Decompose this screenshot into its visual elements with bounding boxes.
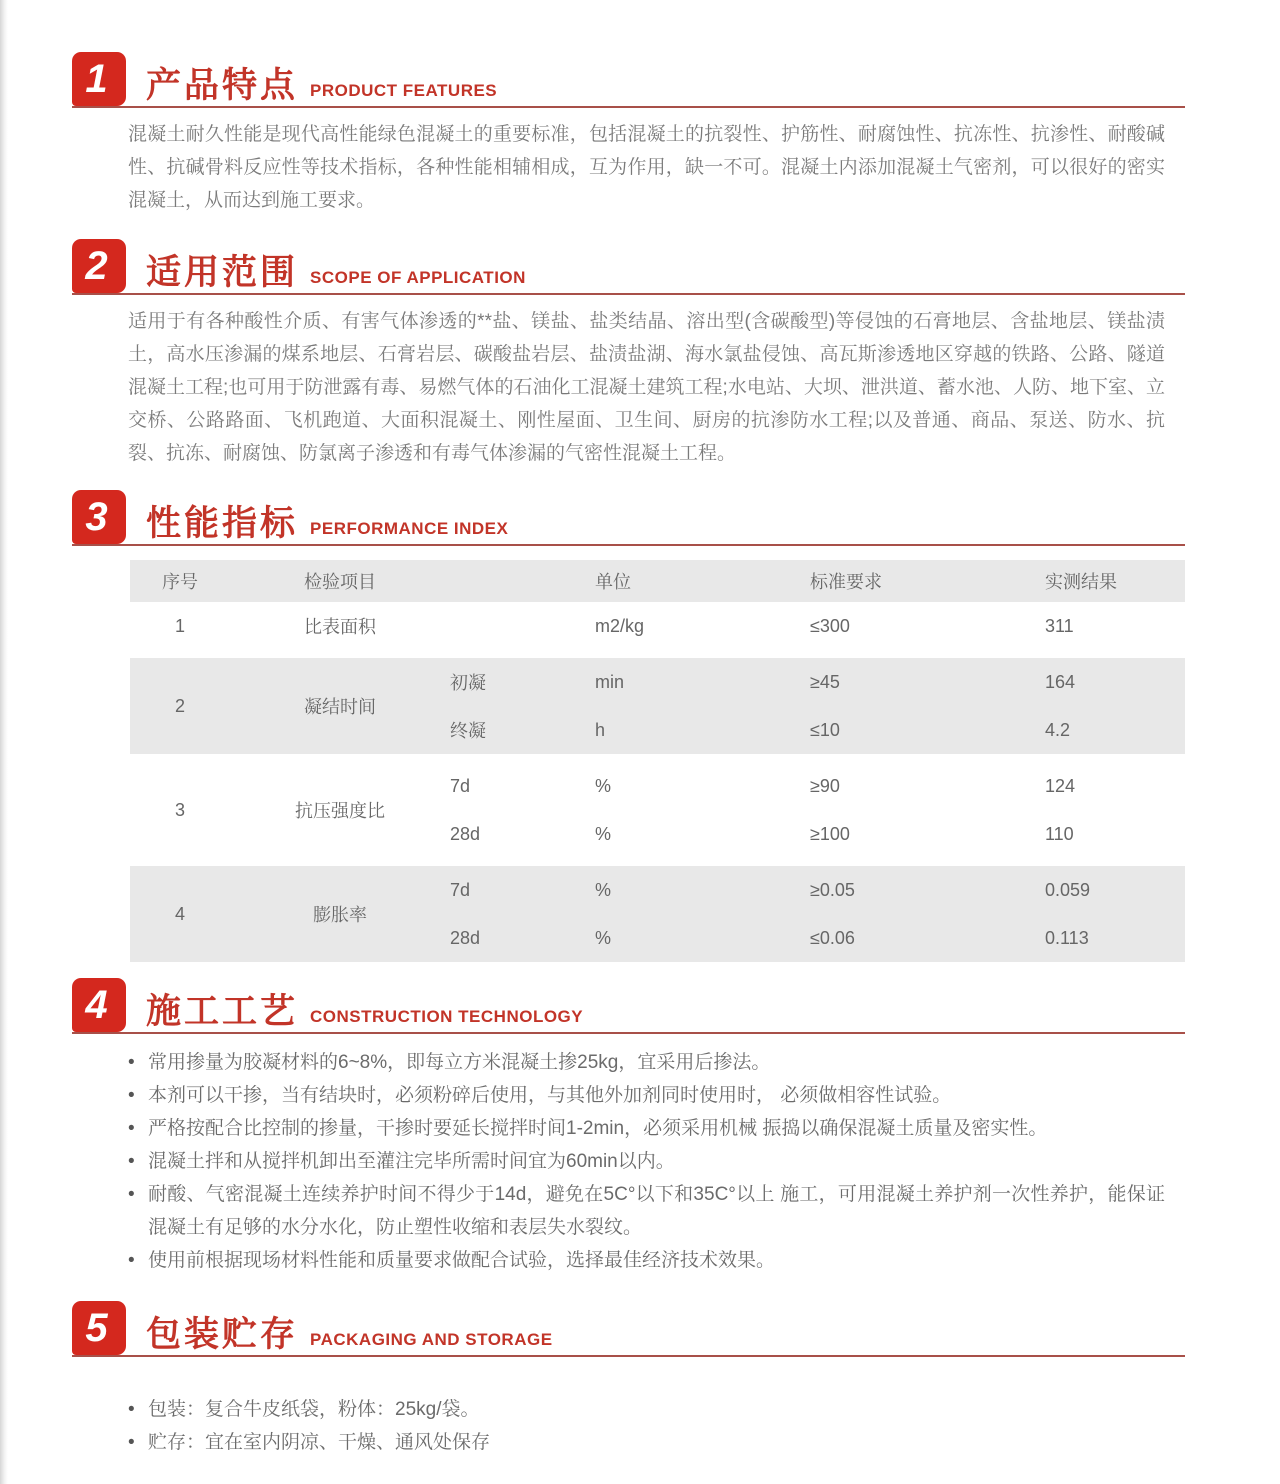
bullet-text: 常用掺量为胶凝材料的6~8%，即每立方米混凝土掺25kg，宜采用后掺法。 — [148, 1052, 771, 1073]
table-cell: ≥45 — [810, 671, 840, 692]
bullet-dot-icon: • — [128, 1432, 135, 1453]
table-cell: 7d — [450, 879, 471, 900]
bullet-text: 使用前根据现场材料性能和质量要求做配合试验，选择最佳经济技术效果。 — [148, 1250, 776, 1271]
section-features-title: 产品特点 — [146, 66, 299, 105]
table-cell: % — [595, 879, 612, 900]
table-cell: min — [595, 671, 625, 692]
bullet-text: 严格按配合比控制的掺量，干掺时要延长搅拌时间1-2min，必须采用机械 振捣以确保混凝土质量及密实性。 — [148, 1118, 1048, 1139]
table-cell: 110 — [1045, 823, 1074, 844]
section-packaging-title: 包装贮存 — [146, 1315, 299, 1354]
packaging-bullet-list — [128, 1393, 1165, 1459]
construction-bullet-list — [128, 1046, 1165, 1277]
section-construction-number-badge: 4 — [72, 978, 126, 1032]
table-header-result: 实测结果 — [1045, 572, 1117, 592]
table-cell: ≥100 — [810, 823, 850, 844]
table-cell: 初凝 — [450, 673, 486, 693]
performance-table-header-row — [130, 560, 1185, 602]
bullet-text: 本剂可以干掺，当有结块时，必须粉碎后使用，与其他外加剂同时使用时， 必须做相容性试验。 — [148, 1085, 952, 1106]
section-features-subtitle: PRODUCT FEATURES — [310, 81, 498, 100]
table-cell: ≤300 — [810, 615, 850, 636]
table-cell — [450, 602, 595, 650]
bullet-item — [128, 1244, 1165, 1277]
table-header-no: 序号 — [162, 572, 198, 592]
table-cell: 311 — [1045, 615, 1074, 636]
table-cell: ≥90 — [810, 775, 840, 796]
table-cell: ≤0.06 — [810, 927, 855, 948]
table-cell: 28d — [450, 823, 481, 844]
table-cell: % — [595, 927, 612, 948]
table-cell: 抗压强度比 — [295, 801, 385, 821]
bullet-dot-icon: • — [128, 1085, 135, 1106]
table-cell: 终凝 — [450, 721, 486, 741]
bullet-dot-icon: • — [128, 1118, 135, 1139]
features-paragraph: 混凝土耐久性能是现代高性能绿色混凝土的重要标准，包括混凝土的抗裂性、护筋性、耐腐蚀性、抗冻性、抗渗性、耐酸碱性、抗碱骨料反应性等技术指标，各种性能相辅相成，互为作用，缺一不可。混凝土内添加混凝土气密剂，可以很好的密实混凝土，从而达到施工要求。 — [128, 124, 1165, 211]
table-cell: 比表面积 — [304, 617, 376, 637]
table-cell: 7d — [450, 775, 471, 796]
bullet-item — [128, 1145, 1165, 1178]
table-cell: % — [595, 775, 612, 796]
bullet-item — [128, 1178, 1165, 1244]
bullet-dot-icon: • — [128, 1052, 135, 1073]
bullet-item — [128, 1112, 1165, 1145]
section-features-number-badge: 1 — [72, 52, 126, 106]
bullet-item — [128, 1046, 1165, 1079]
section-scope-subtitle: SCOPE OF APPLICATION — [310, 268, 526, 287]
bullet-item — [128, 1426, 1165, 1459]
table-group — [130, 658, 1185, 754]
performance-table-body — [130, 602, 1185, 962]
page-left-edge — [0, 0, 8, 1484]
bullet-dot-icon: • — [128, 1250, 135, 1271]
section-scope-number-badge: 2 — [72, 239, 126, 293]
table-header-sub — [450, 560, 595, 602]
bullet-dot-icon: • — [128, 1151, 135, 1172]
bullet-dot-icon: • — [128, 1399, 135, 1420]
bullet-item — [128, 1393, 1165, 1426]
table-cell: ≥0.05 — [810, 879, 855, 900]
table-header-standard: 标准要求 — [810, 572, 882, 592]
bullet-item — [128, 1079, 1165, 1112]
table-cell: % — [595, 823, 612, 844]
section-scope-header — [72, 239, 1185, 295]
document-content — [72, 0, 1185, 1459]
table-cell: 4 — [174, 903, 185, 924]
bullet-text: 耐酸、气密混凝土连续养护时间不得少于14d，避免在5C°以下和35C°以上 施工，可用混凝土养护剂一次性养护，能保证混凝土有足够的水分水化，防止塑性收缩和表层失水裂纹。 — [148, 1184, 1165, 1238]
bullet-text: 混凝土拌和从搅拌机卸出至灌注完毕所需时间宜为60min以内。 — [148, 1151, 675, 1172]
section-performance-number-badge: 3 — [72, 490, 126, 544]
table-cell: 1 — [174, 615, 185, 636]
section-construction-title: 施工工艺 — [146, 992, 299, 1031]
table-group — [130, 866, 1185, 962]
section-packaging-subtitle: PACKAGING AND STORAGE — [310, 1330, 553, 1349]
table-group — [130, 602, 1185, 650]
section-construction-subtitle: CONSTRUCTION TECHNOLOGY — [310, 1007, 584, 1026]
section-packaging-number-badge: 5 — [72, 1301, 126, 1355]
section-features-header — [72, 52, 1185, 108]
table-header-unit: 单位 — [595, 572, 631, 592]
table-cell: 0.059 — [1045, 879, 1091, 900]
section-packaging-header — [72, 1301, 1185, 1357]
table-cell: 0.113 — [1045, 927, 1089, 948]
bullet-dot-icon: • — [128, 1184, 135, 1205]
bullet-text: 包装：复合牛皮纸袋，粉体：25kg/袋。 — [148, 1399, 480, 1420]
performance-table — [130, 560, 1185, 962]
table-header-item: 检验项目 — [304, 572, 376, 592]
table-cell: 膨胀率 — [313, 905, 367, 925]
table-cell: 28d — [450, 927, 481, 948]
section-scope-title: 适用范围 — [146, 253, 299, 292]
table-cell: ≤10 — [810, 719, 840, 740]
table-cell: 2 — [174, 695, 185, 716]
section-performance-header — [72, 490, 1185, 546]
bullet-text: 贮存：宜在室内阴凉、干燥、通风处保存 — [148, 1432, 491, 1453]
table-group — [130, 762, 1185, 858]
table-cell: h — [595, 719, 606, 740]
scope-paragraph: 适用于有各种酸性介质、有害气体渗透的**盐、镁盐、盐类结晶、溶出型(含碳酸型)等侵蚀的石膏地层、含盐地层、镁盐渍土，高水压渗漏的煤系地层、石膏岩层、碳酸盐岩层、盐渍盐湖、海水氯盐侵蚀、高瓦斯渗透地区穿越的铁路、公路、隧道混凝土工程;也可用于防泄露有毒、易燃气体的石油化工混凝土建筑工程;水电站、大坝、泄洪道、蓄水池、人防、地下室、立交桥、公路路面、飞机跑道、大面积混凝土、刚性屋面、卫生间、厨房的抗渗防水工程;以及普通、商品、泵送、防水、抗裂、抗冻、耐腐蚀、防氯离子渗透和有毒气体渗漏的气密性混凝土工程。 — [128, 311, 1165, 464]
table-cell: 124 — [1045, 775, 1076, 796]
section-performance-title: 性能指标 — [146, 504, 299, 543]
section-performance-subtitle: PERFORMANCE INDEX — [310, 519, 509, 538]
table-cell: 4.2 — [1045, 719, 1071, 740]
table-cell: m2/kg — [595, 615, 645, 636]
table-cell: 凝结时间 — [304, 697, 376, 717]
section-construction-header — [72, 978, 1185, 1034]
table-cell: 164 — [1045, 671, 1076, 692]
table-cell: 3 — [174, 799, 185, 820]
